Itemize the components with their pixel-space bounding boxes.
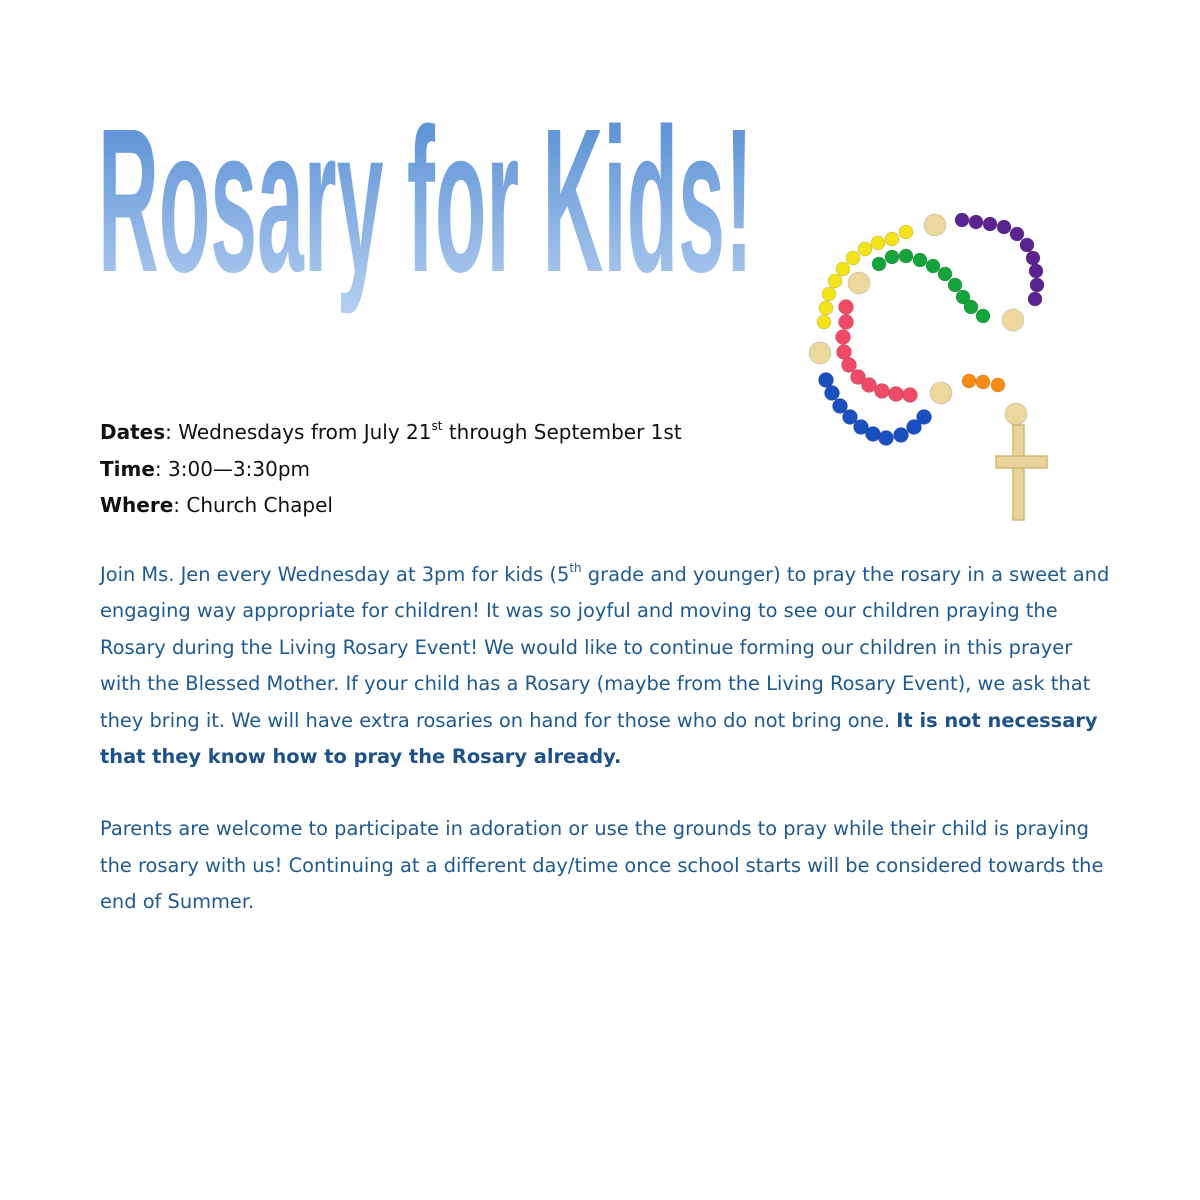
time-label: Time (100, 456, 155, 481)
rosary-bead (1020, 238, 1034, 252)
cross-icon (996, 425, 1047, 520)
rosary-bead (819, 301, 833, 315)
rosary-bead (879, 431, 894, 446)
rosary-bead (1030, 278, 1044, 292)
rosary-bead (1026, 251, 1040, 265)
rosary-bead (885, 232, 899, 246)
page-title: Rosary for Kids! (98, 96, 753, 315)
rosary-bead (822, 287, 836, 301)
rosary-bead (983, 217, 997, 231)
rosary-bead (889, 387, 904, 402)
rosary-bead (817, 315, 831, 329)
rosary-bead (997, 220, 1011, 234)
rosary-bead (1010, 227, 1024, 241)
rosary-bead (976, 375, 990, 389)
rosary-beads (809, 213, 1044, 446)
rosary-icon (800, 200, 1060, 530)
rosary-bead (872, 257, 886, 271)
rosary-bead (839, 315, 854, 330)
where-line: Where: Church Chapel (100, 493, 333, 517)
rosary-bead (858, 242, 872, 256)
rosary-bead (839, 300, 854, 315)
rosary-bead (825, 386, 840, 401)
time-value: 3:00—3:30pm (168, 456, 311, 481)
rosary-bead (976, 309, 990, 323)
rosary-bead (885, 250, 899, 264)
paragraph-parents: Parents are welcome to participate in adoration or use the grounds to pray while their child is praying the rosary with us! Continuing at a different day/time once school starts will be considered towards the end of Summer. (100, 817, 1104, 914)
dates-line: Dates: Wednesdays from July 21st through September 1st (100, 419, 682, 444)
rosary-bead (899, 249, 913, 263)
rosary-bead (828, 274, 842, 288)
rosary-bead (899, 225, 913, 239)
rosary-bead (955, 213, 969, 227)
where-value: Church Chapel (186, 493, 333, 517)
dates-label: Dates (100, 420, 166, 444)
rosary-bead (1029, 264, 1043, 278)
rosary-bead (964, 300, 978, 314)
where-label: Where (100, 493, 174, 517)
title-wordart (98, 96, 778, 326)
rosary-bead (926, 259, 940, 273)
rosary-bead (924, 214, 946, 236)
rosary-bead (991, 378, 1005, 392)
description (100, 557, 1110, 957)
rosary-bead (969, 215, 983, 229)
rosary-bead (871, 236, 885, 250)
rosary-bead (1005, 403, 1027, 425)
rosary-bead (962, 374, 976, 388)
emphasis-text: It is not necessary that they know how to pray the Rosary already. (100, 708, 1098, 769)
rosary-bead (938, 267, 952, 281)
title-block (98, 96, 778, 326)
rosary-bead (875, 384, 890, 399)
dates-value: Wednesdays from July 21st through September 1st (178, 419, 682, 444)
rosary-bead (836, 330, 851, 345)
rosary-bead (930, 382, 952, 404)
rosary-bead (1028, 292, 1042, 306)
rosary-bead (846, 251, 860, 265)
rosary-bead (903, 388, 918, 403)
rosary-bead (836, 262, 850, 276)
rosary-bead (917, 410, 932, 425)
event-details (100, 414, 800, 524)
rosary-bead (913, 253, 927, 267)
paragraph-intro: Join Ms. Jen every Wednesday at 3pm for kids (5th grade and younger) to pray the rosary in a sweet and engaging way appropriate for children! It was so joyful and moving to see our children praying the Rosary during the Living Rosary Event! We would like to continue forming our children in this prayer with the Blessed Mother. If your child has a Rosary (maybe from the Living Rosary Event), we ask that they bring it. We will have extra rosaries on hand for those who do not bring one. It is not necessary that they know how to pray the Rosary already. (100, 561, 1110, 769)
time-line: Time: 3:00—3:30pm (100, 456, 311, 481)
rosary-bead (1002, 309, 1024, 331)
rosary-bead (894, 428, 909, 443)
rosary-bead (948, 278, 962, 292)
rosary-bead (848, 272, 870, 294)
rosary-bead (809, 342, 831, 364)
